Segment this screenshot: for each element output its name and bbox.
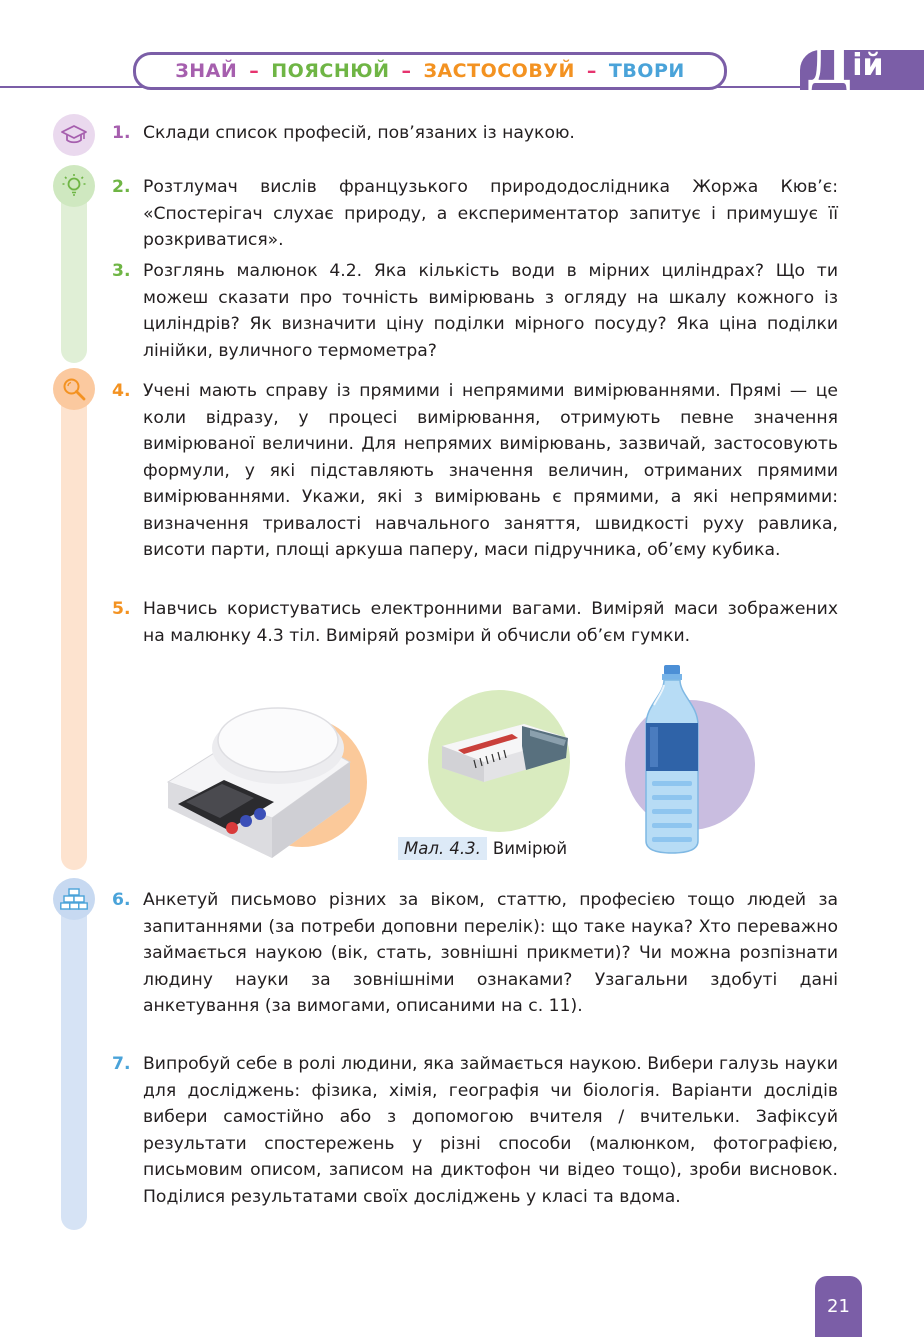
figure-label: Мал. 4.3. <box>398 837 487 860</box>
motto-word-apply: ЗАСТОСОВУЙ <box>423 60 575 82</box>
task-5 <box>112 596 838 649</box>
motto-word-explain: ПОЯСНЮЙ <box>271 60 390 82</box>
sidebar-create <box>61 895 87 1230</box>
water-bottle-illustration <box>640 665 704 855</box>
section-title-initial: Д <box>806 35 853 96</box>
task-number: 2. <box>112 177 131 197</box>
task-text: Навчись користуватись електронними вагами. Виміряй маси зображених на малюнку 4.3 тіл. Виміряй розміри й обчисли об’єм гумки. <box>143 599 838 646</box>
motto-word-create: ТВОРИ <box>608 60 685 82</box>
task-1 <box>112 120 838 147</box>
sidebar-apply <box>61 385 87 870</box>
section-title-rest: ій <box>852 48 884 83</box>
task-2 <box>112 174 838 254</box>
task-text: Випробуй себе в ролі людини, яка займається наукою. Вибери галузь науки для досліджень: фізика, хімія, географія чи біологія. Варіанти дослідів вибери самостійно або з допомогою вчителя / вчительки. Зафіксуй результати спостережень у різні способи (малюнком, фотографією, письмовим описом, записом на диктофон чи відео тощо), зроби висновок. Поділися результатами своїх досліджень у класі та вдома. <box>143 1054 838 1207</box>
task-number: 4. <box>112 381 131 401</box>
figure-caption <box>398 835 567 862</box>
figure-caption-text: Вимірюй <box>492 839 568 858</box>
task-number: 3. <box>112 261 131 281</box>
graduation-cap-icon <box>53 114 95 156</box>
task-text: Анкетуй письмово різних за віком, статтю, професією тощо людей за запитаннями (за потреби доповни перелік): що таке наука? Хто переважно займається наукою (вік, стать, зовнішні прикмети)? Чи можна розпізнати людину науки за зовнішніми ознаками? Узагальни здобуті дані анкетування (за вимогами, описаними на с. 11). <box>143 890 838 1016</box>
task-text: Учені мають справу із прямими і непрямими вимірюваннями. Прямі — це коли відразу, у процесі вимірювання, отримують певне значення вимірюваної величини. Для непрямих вимірювань, зазвичай, застосовують формули, у які підставляють значення величин, отриманих прямими вимірюваннями. Укажи, які з вимірювань є прямими, а які непрямими: визначення тривалості навчального заняття, швидкості руху равлика, висоти парти, площі аркуша паперу, маси підручника, об’єму кубика. <box>143 381 838 560</box>
electronic-scale-illustration <box>160 692 360 864</box>
task-text: Розтлумач вислів французького природодослідника Жоржа Кюв’є: «Спостерігач слухає природу, а експериментатор запитує і примушує її розкриватися». <box>143 177 838 250</box>
task-number: 1. <box>112 123 131 143</box>
header-motto <box>133 52 727 90</box>
task-4 <box>112 378 838 564</box>
eraser-illustration <box>438 716 572 788</box>
motto-separator: – <box>249 60 260 82</box>
magnifier-icon <box>53 368 95 410</box>
task-number: 7. <box>112 1054 131 1074</box>
sidebar-explain <box>61 185 87 363</box>
task-text: Склади список професій, пов’язаних із наукою. <box>143 123 575 143</box>
lightbulb-icon <box>53 165 95 207</box>
section-title <box>806 35 884 96</box>
motto-word-know: ЗНАЙ <box>175 60 238 82</box>
motto-separator: – <box>586 60 597 82</box>
task-6 <box>112 887 838 1020</box>
task-7 <box>112 1051 838 1210</box>
task-number: 5. <box>112 599 131 619</box>
bricks-icon <box>53 878 95 920</box>
page-number: 21 <box>815 1276 862 1337</box>
task-number: 6. <box>112 890 131 910</box>
motto-separator: – <box>401 60 412 82</box>
task-text: Розглянь малюнок 4.2. Яка кількість води в мірних циліндрах? Що ти можеш сказати про точність вимірювань з огляду на шкалу кожного із циліндрів? Як визначити ціну поділки мірного посуду? Яка ціна поділки лінійки, вуличного термометра? <box>143 261 838 361</box>
task-3 <box>112 258 838 364</box>
